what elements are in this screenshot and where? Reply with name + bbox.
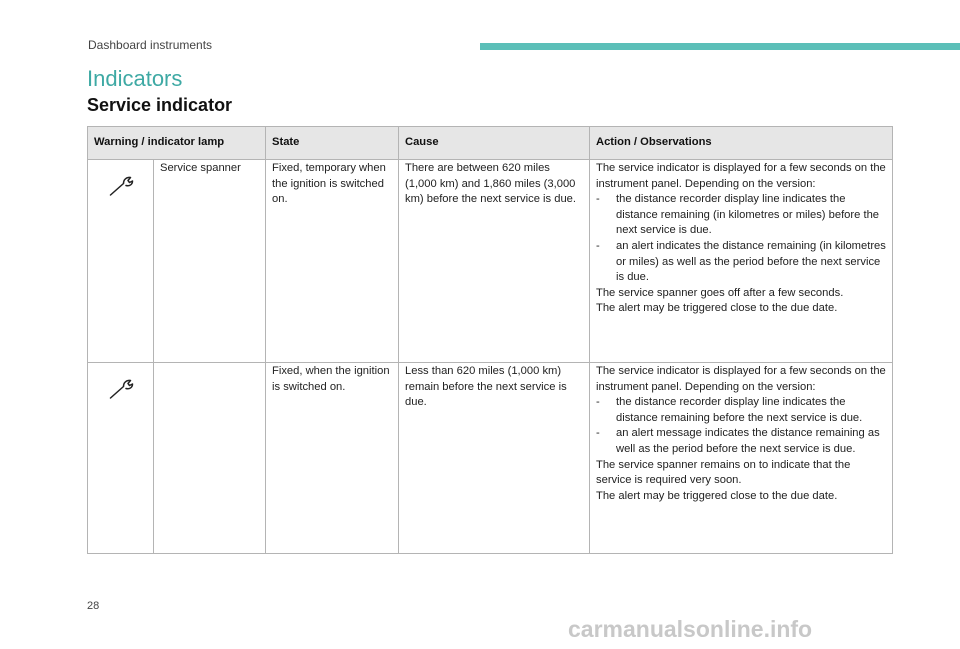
observations-note: The service spanner remains on to indicate that the service is required very soon. <box>596 458 851 487</box>
lamp-name-cell <box>154 363 266 554</box>
state-cell: Fixed, when the ignition is switched on. <box>266 363 399 554</box>
wrench-icon <box>108 175 134 197</box>
watermark-text: carmanualsonline.info <box>568 616 813 642</box>
column-header-observations: Action / Observations <box>590 127 893 160</box>
observations-cell <box>590 363 893 554</box>
column-header-state: State <box>266 127 399 160</box>
column-header-lamp: Warning / indicator lamp <box>88 127 266 160</box>
page-title: Indicators <box>87 66 183 91</box>
lamp-icon-cell <box>88 160 154 363</box>
observations-intro: The service indicator is displayed for a few seconds on the instrument panel. Depending on the version: <box>596 365 886 393</box>
observations-note: The service spanner goes off after a few seconds. <box>596 286 844 299</box>
cause-cell: Less than 620 miles (1,000 km) remain before the next service is due. <box>399 363 590 554</box>
list-item: - the distance recorder display line indicates the distance remaining before the next service is due. <box>596 395 887 426</box>
observations-list <box>596 395 887 457</box>
observations-note: The alert may be triggered close to the due date. <box>596 302 838 315</box>
list-item: - an alert indicates the distance remaining (in kilometres or miles) as well as the period before the next service is due. <box>596 239 887 286</box>
table-row <box>88 363 893 554</box>
list-item: - the distance recorder display line indicates the distance remaining (in kilometres or miles) before the next service is due. <box>596 192 887 239</box>
lamp-name-cell: Service spanner <box>154 160 266 363</box>
observations-cell <box>590 160 893 363</box>
list-item: - an alert message indicates the distance remaining as well as the period before the next service is due. <box>596 426 887 457</box>
observations-list <box>596 192 887 286</box>
page-subtitle: Service indicator <box>87 95 233 115</box>
observations-intro: The service indicator is displayed for a few seconds on the instrument panel. Depending on the version: <box>596 162 886 190</box>
section-label: Dashboard instruments <box>88 38 213 52</box>
cause-cell: There are between 620 miles (1,000 km) and 1,860 miles (3,000 km) before the next service is due. <box>399 160 590 363</box>
indicator-table <box>87 126 893 554</box>
table-header-row <box>88 127 893 160</box>
lamp-icon-cell <box>88 363 154 554</box>
header-accent-bar <box>480 43 960 50</box>
column-header-cause: Cause <box>399 127 590 160</box>
observations-note: The alert may be triggered close to the due date. <box>596 489 838 502</box>
state-cell: Fixed, temporary when the ignition is switched on. <box>266 160 399 363</box>
table-row <box>88 160 893 363</box>
wrench-icon <box>108 378 134 400</box>
page-number: 28 <box>87 600 100 612</box>
